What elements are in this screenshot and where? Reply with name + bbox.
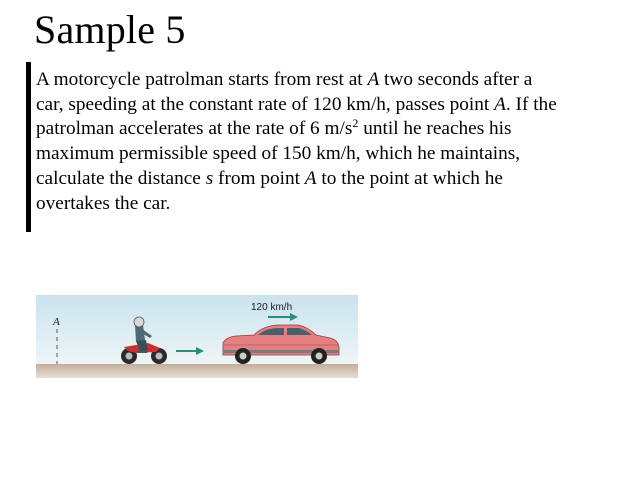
slide-title: Sample 5	[34, 7, 186, 52]
problem-line-3	[36, 117, 628, 142]
problem-text: to the point at which he	[316, 167, 503, 189]
problem-line-4: maximum permissible speed of 150 km/h, which he maintains,	[36, 143, 521, 165]
title-accent-rule	[26, 62, 31, 232]
car-speed-label: 120 km/h	[251, 302, 293, 313]
problem-text: car, speeding at the constant rate of 120 km/h, passes point	[36, 93, 495, 115]
problem-text: from point	[213, 167, 305, 189]
problem-line-1	[36, 68, 628, 93]
problem-statement	[36, 68, 628, 216]
problem-line-5	[36, 167, 628, 192]
figure-canvas	[36, 295, 358, 378]
problem-text: two seconds after a	[379, 69, 533, 90]
problem-text: . If the	[505, 93, 557, 115]
problem-line-2	[36, 93, 628, 118]
point-a-ref: A	[494, 93, 506, 115]
exponent: 2	[352, 116, 359, 131]
motion-figure	[36, 295, 358, 378]
point-a-ref: A	[367, 69, 380, 90]
problem-line-6: overtakes the car.	[36, 192, 171, 214]
problem-text: until he reaches his	[358, 118, 512, 140]
problem-text: calculate the distance	[36, 167, 206, 189]
point-a-ref: A	[304, 167, 317, 189]
road	[36, 364, 358, 378]
distance-variable: s	[205, 167, 214, 189]
problem-text: patrolman accelerates at the rate of 6 m/s	[36, 118, 353, 140]
point-a-label: A	[53, 316, 60, 328]
problem-text: A motorcycle patrolman starts from rest at	[36, 69, 368, 90]
